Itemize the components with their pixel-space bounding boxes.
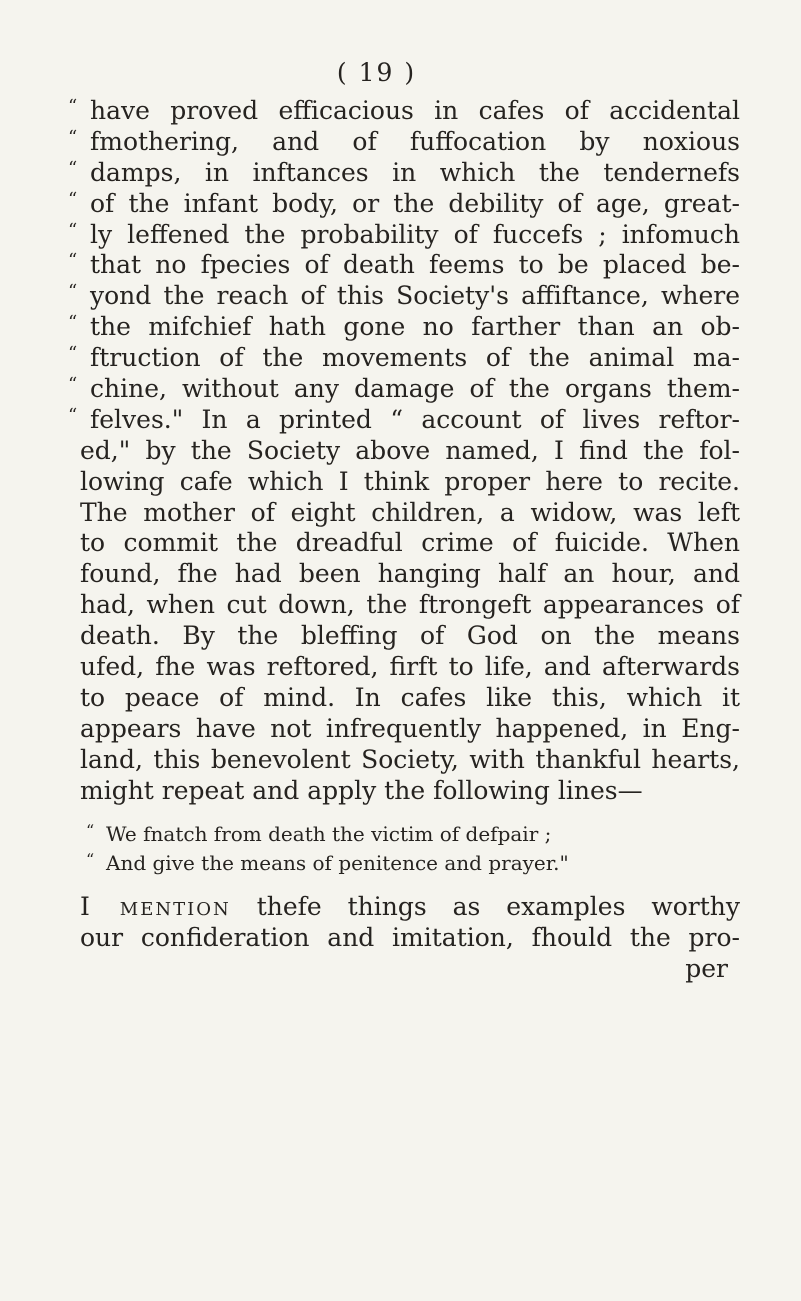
text-line: “ chine, without any damage of the organs them- <box>68 374 740 404</box>
quote-mark: “ <box>68 404 78 426</box>
quote-mark: “ <box>68 250 78 272</box>
text-line: “ yond the reach of this Society's affiftance, where <box>68 281 740 311</box>
text-line: I mention thefe things as examples worthy <box>80 892 741 922</box>
text-line: our confideration and imitation, fhould the pro- <box>80 923 740 953</box>
text-line: “ the mifchief hath gone no farther than an ob- <box>68 312 740 342</box>
text-line: “ fmothering, and of fuffocation by noxious <box>68 126 740 156</box>
quote-mark: “ <box>68 343 78 365</box>
paragraph-lead: I mention <box>80 892 231 922</box>
quote-mark: “ <box>68 188 78 210</box>
quote-mark: “ <box>68 126 78 148</box>
text-line: lowing cafe which I think proper here to recite. <box>80 466 740 496</box>
text-line: ufed, fhe was reftored, firft to life, and afterwards <box>80 652 740 682</box>
text-line: appears have not infrequently happened, in Eng- <box>80 713 740 743</box>
quote-mark: “ <box>68 219 78 241</box>
text-line: might repeat and apply the following lines— <box>80 775 643 805</box>
body-text <box>68 96 741 984</box>
text-line: “ that no fpecies of death feems to be placed be- <box>68 250 740 280</box>
quote-mark: “ <box>68 312 78 334</box>
quote-mark: “ <box>86 850 95 870</box>
text-line: “ have proved efficacious in cafes of accidental <box>68 96 740 125</box>
verse-line: “ And give the means of penitence and prayer." <box>86 850 569 876</box>
text-line: “ ftruction of the movements of the animal ma- <box>68 343 740 373</box>
page-number: ( 19 ) <box>336 58 417 87</box>
text-line: land, this benevolent Society, with thankful hearts, <box>80 744 740 774</box>
text-line: “ ly leffened the probability of fuccefs ; infomuch <box>68 219 740 249</box>
text-line: to commit the dreadful crime of fuicide. When <box>80 528 740 558</box>
quote-mark: “ <box>68 96 78 117</box>
spacer <box>80 806 740 820</box>
quote-mark: “ <box>68 157 78 179</box>
text-line: had, when cut down, the ftrongeft appearances of <box>80 590 740 620</box>
text-line: death. By the bleffing of God on the means <box>80 621 740 651</box>
quote-mark: “ <box>68 281 78 303</box>
verse-line: “ We fnatch from death the victim of defpair ; <box>86 821 552 847</box>
text-line: to peace of mind. In cafes like this, which it <box>80 682 740 712</box>
text-line: “ felves." In a printed “ account of lives reftor- <box>68 404 740 434</box>
quote-mark: “ <box>68 374 78 396</box>
text-line: ed," by the Society above named, I find the fol- <box>80 435 740 465</box>
text-line: “ damps, in inftances in which the tendernefs <box>68 157 740 187</box>
catchword: per <box>685 954 728 984</box>
text-line: found, fhe had been hanging half an hour, and <box>80 559 740 589</box>
spacer <box>80 878 740 892</box>
quote-mark: “ <box>86 821 95 841</box>
text-line: “ of the infant body, or the debility of age, great- <box>68 188 740 218</box>
text-line: The mother of eight children, a widow, was left <box>80 497 740 527</box>
